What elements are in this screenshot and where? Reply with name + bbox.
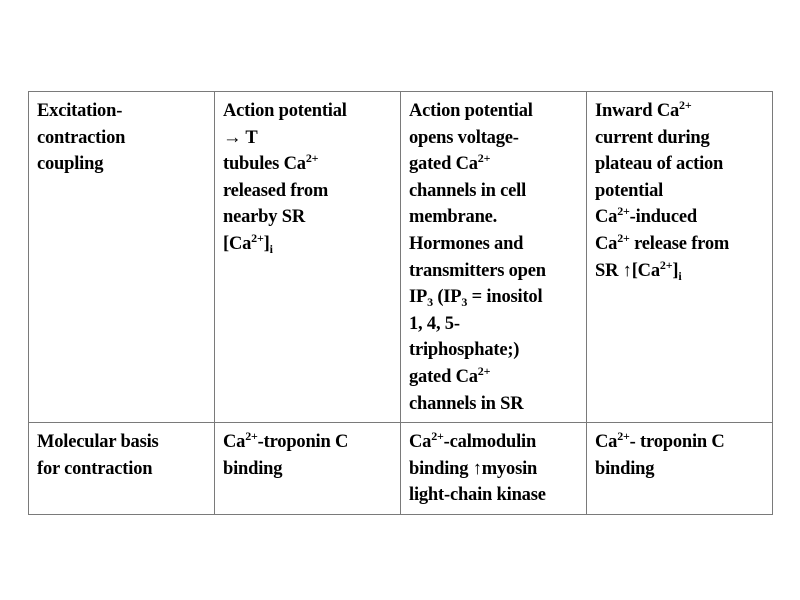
text-run: -troponin C bbox=[257, 432, 349, 453]
cell-text-line bbox=[595, 429, 770, 456]
cell-text-line bbox=[409, 204, 584, 231]
cell-text-line bbox=[409, 125, 584, 152]
smooth-cell bbox=[401, 92, 587, 423]
row-label-cell bbox=[29, 92, 215, 423]
subscript-text: 3 bbox=[427, 295, 433, 310]
cell-text-line bbox=[223, 178, 398, 205]
cell-text-line bbox=[409, 231, 584, 258]
cell-text-line bbox=[37, 456, 212, 483]
text-run: ] bbox=[672, 260, 679, 281]
text-run: opens voltage- bbox=[409, 127, 519, 148]
text-run: Ca bbox=[595, 432, 618, 453]
text-run: transmitters open bbox=[409, 260, 546, 281]
text-run: potential bbox=[595, 180, 664, 201]
cell-text-line bbox=[595, 151, 770, 178]
cell-text-line bbox=[409, 284, 584, 311]
superscript-text: 2+ bbox=[617, 230, 630, 245]
text-run: Molecular basis bbox=[37, 432, 159, 453]
text-run: -calmodulin bbox=[443, 432, 537, 453]
cell-text-line bbox=[223, 429, 398, 456]
cell-text-line bbox=[595, 456, 770, 483]
superscript-text: 2+ bbox=[305, 151, 319, 166]
text-run: → T bbox=[223, 127, 258, 148]
text-run: Action potential bbox=[409, 101, 533, 121]
cell-text-line bbox=[409, 482, 584, 509]
text-run: triphosphate;) bbox=[409, 340, 520, 361]
cell-text-line bbox=[37, 151, 212, 178]
text-run: = inositol bbox=[467, 287, 543, 308]
cell-text-line bbox=[223, 204, 398, 231]
superscript-text: 2+ bbox=[245, 429, 258, 444]
subscript-text: i bbox=[269, 241, 273, 256]
text-run: Ca bbox=[409, 432, 432, 453]
superscript-text: 2+ bbox=[617, 429, 630, 444]
superscript-text: 2+ bbox=[617, 204, 630, 219]
text-run: coupling bbox=[37, 154, 104, 175]
text-run: Ca bbox=[223, 432, 246, 453]
cell-text-line bbox=[409, 337, 584, 364]
excitation-contraction-coupling-row bbox=[29, 92, 773, 423]
cell-text-line bbox=[37, 98, 212, 125]
cell-text-line bbox=[409, 311, 584, 338]
text-run: channels in SR bbox=[409, 393, 524, 414]
text-run: channels in cell bbox=[409, 180, 527, 201]
text-run: contraction bbox=[37, 127, 126, 148]
cell-text-line bbox=[595, 258, 770, 285]
text-run: released from bbox=[223, 180, 329, 201]
text-run: light-chain kinase bbox=[409, 485, 546, 506]
row-label-cell bbox=[29, 423, 215, 515]
text-run: Ca bbox=[595, 233, 618, 254]
cell-text-line bbox=[409, 391, 584, 418]
cell-text-line bbox=[223, 98, 398, 125]
cell-text-line bbox=[409, 456, 584, 483]
text-run: -induced bbox=[629, 207, 697, 228]
text-run: (IP bbox=[432, 287, 462, 308]
cell-text-line bbox=[409, 258, 584, 285]
text-run: Excitation- bbox=[37, 101, 123, 121]
text-run: release from bbox=[629, 233, 730, 254]
cell-text-line bbox=[595, 178, 770, 205]
text-run: binding ↑myosin bbox=[409, 458, 538, 479]
cell-text-line bbox=[409, 151, 584, 178]
subscript-text: i bbox=[678, 268, 682, 283]
superscript-text: 2+ bbox=[251, 230, 264, 245]
text-run: binding bbox=[595, 458, 655, 479]
cell-text-line bbox=[409, 364, 584, 391]
text-run: current during bbox=[595, 127, 710, 148]
comparison-table bbox=[28, 91, 773, 515]
text-run: plateau of action bbox=[595, 154, 724, 175]
text-run: Inward Ca bbox=[595, 101, 680, 121]
text-run: nearby SR bbox=[223, 207, 305, 228]
text-run: SR ↑[Ca bbox=[595, 260, 660, 281]
cell-text-line bbox=[595, 98, 770, 125]
subscript-text: 3 bbox=[461, 295, 468, 310]
text-run: gated Ca bbox=[409, 154, 478, 175]
superscript-text: 2+ bbox=[679, 98, 692, 112]
cell-text-line bbox=[409, 98, 584, 125]
cell-text-line bbox=[223, 125, 398, 152]
text-run: Action potential bbox=[223, 101, 347, 121]
cell-text-line bbox=[37, 125, 212, 152]
cell-text-line bbox=[595, 125, 770, 152]
superscript-text: 2+ bbox=[431, 429, 444, 444]
molecular-basis-row bbox=[29, 423, 773, 515]
cell-text-line bbox=[37, 429, 212, 456]
cell-text-line bbox=[223, 456, 398, 483]
text-run: for contraction bbox=[37, 458, 153, 479]
skeletal-cell bbox=[215, 423, 401, 515]
cardiac-cell bbox=[587, 92, 773, 423]
superscript-text: 2+ bbox=[477, 363, 491, 378]
cardiac-cell bbox=[587, 423, 773, 515]
skeletal-cell bbox=[215, 92, 401, 423]
superscript-text: 2+ bbox=[477, 151, 491, 166]
text-run: gated Ca bbox=[409, 366, 478, 387]
text-run: membrane. bbox=[409, 207, 498, 228]
text-run: Ca bbox=[595, 207, 618, 228]
text-run: ] bbox=[263, 233, 270, 254]
cell-text-line bbox=[409, 178, 584, 205]
cell-text-line bbox=[223, 151, 398, 178]
cell-text-line bbox=[595, 231, 770, 258]
text-run: [Ca bbox=[223, 233, 252, 254]
cell-text-line bbox=[223, 231, 398, 258]
superscript-text: 2+ bbox=[659, 257, 673, 272]
cell-text-line bbox=[595, 204, 770, 231]
text-run: Hormones and bbox=[409, 233, 524, 254]
text-run: binding bbox=[223, 458, 283, 479]
smooth-cell bbox=[401, 423, 587, 515]
text-run: - troponin C bbox=[629, 432, 725, 453]
cell-text-line bbox=[409, 429, 584, 456]
text-run: tubules Ca bbox=[223, 154, 306, 175]
text-run: IP bbox=[409, 287, 428, 308]
text-run: 1, 4, 5- bbox=[409, 313, 460, 334]
